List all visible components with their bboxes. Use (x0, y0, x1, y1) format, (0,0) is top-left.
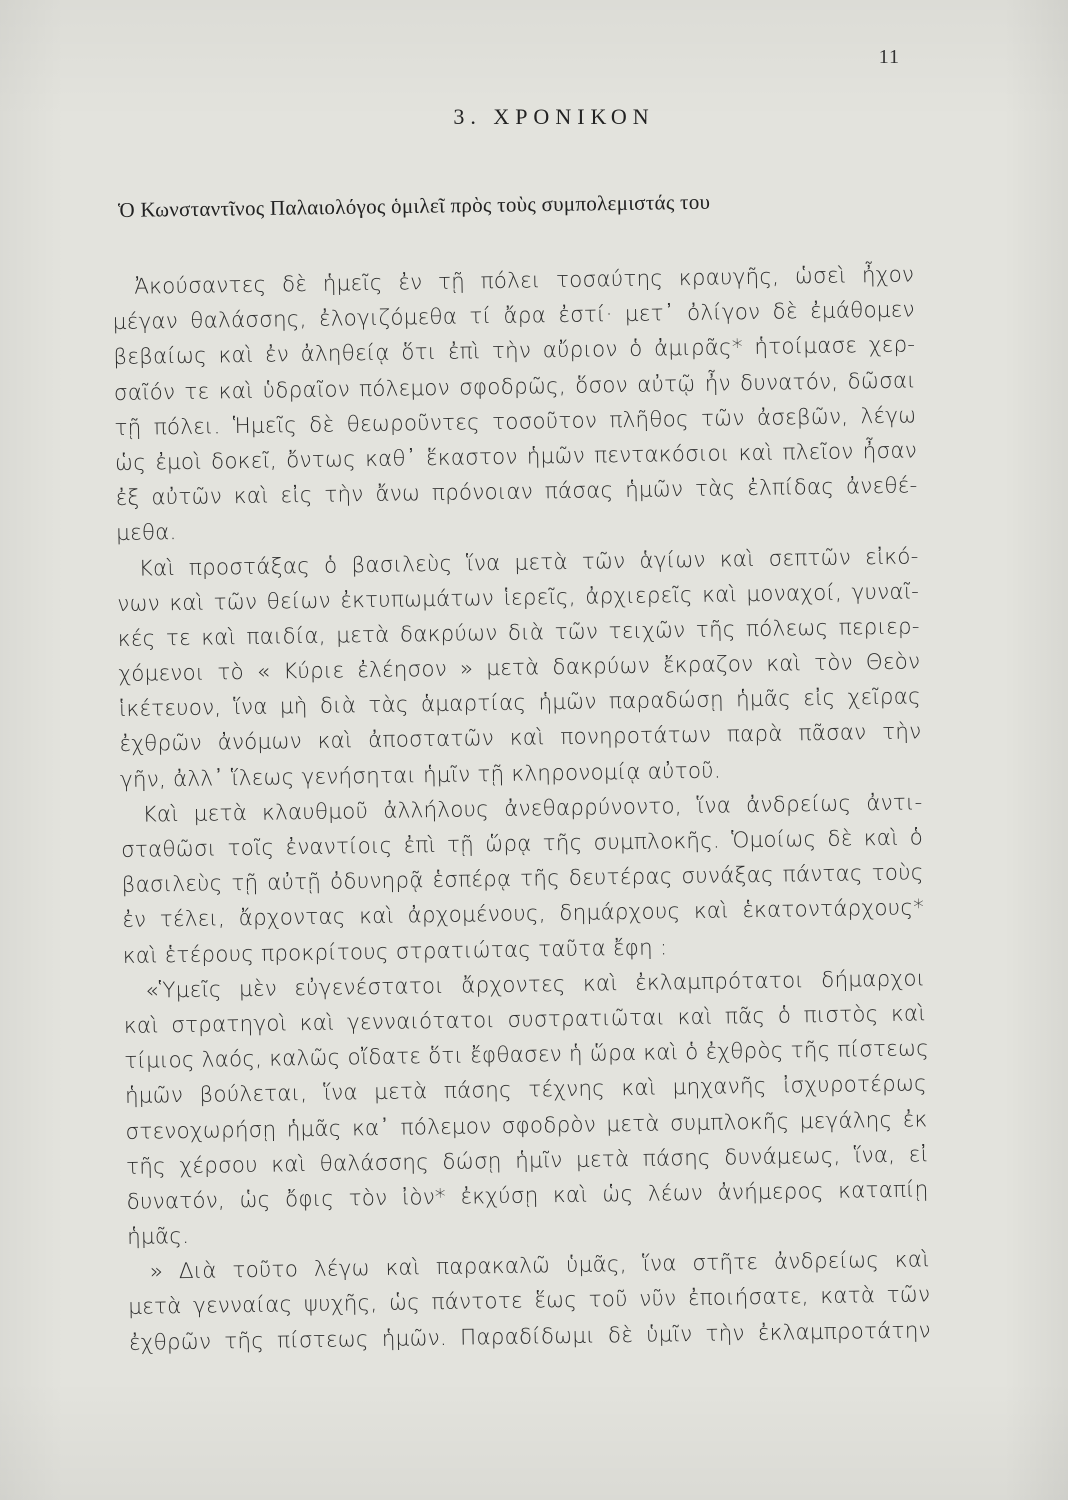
chapter-heading: 3. ΧΡΟΝΙΚΟΝ (453, 104, 655, 129)
text-line: ἡμᾶς. (127, 1223, 190, 1250)
text-line: βασιλεὺς τῇ αὐτῇ ὀδυνηρᾷ ἑσπέρᾳ τῆς δευτέρας συνάξας πάντας τοὺς (121, 860, 924, 899)
text-line: γῆν, ἀλλ᾽ ἵλεως γενήσηται ἡμῖν τῇ κληρονομίᾳ αὐτοῦ. (119, 758, 722, 793)
text-line: ἡμῶν βούλεται, ἵνα μετὰ πάσης τέχνης καὶ μηχανῆς ἰσχυροτέρως (124, 1071, 928, 1110)
text-line: καὶ ἑτέρους προκρίτους στρατιώτας ταῦτα ἔφη : (122, 934, 668, 969)
text-line: Καὶ προστάξας ὁ βασιλεὺς ἵνα μετὰ τῶν ἁγίων καὶ σεπτῶν εἰκό- (138, 543, 919, 582)
text-line: καὶ στρατηγοὶ καὶ γενναιότατοι συστρατιῶται καὶ πᾶς ὁ πιστὸς καὶ (123, 1001, 926, 1039)
section-title: Ὁ Κωνσταντῖνος Παλαιολόγος ὁμιλεῖ πρὸς τοὺς συμπολεμιστάς του (117, 189, 711, 222)
text-line: νων καὶ τῶν θείων ἐκτυπωμάτων ἱερεῖς, ἀρχιερεῖς καὶ μοναχοί, γυναῖ- (117, 579, 920, 617)
text-line: » Διὰ τοῦτο λέγω καὶ παρακαλῶ ὑμᾶς, ἵνα στῆτε ἀνδρείως καὶ (149, 1247, 930, 1285)
text-line: «Ὑμεῖς μὲν εὐγενέστατοι ἄρχοντες καὶ ἐκλαμπρότατοι δήμαρχοι (145, 966, 926, 1004)
body-text (112, 257, 931, 1360)
text-line: μέγαν θαλάσσης, ἐλογιζόμεθα τί ἄρα ἐστί· μετ᾽ ὀλίγον δὲ ἐμάθομεν (112, 297, 915, 336)
text-line: χόμενοι τὸ « Κύριε ἐλέησον » μετὰ δακρύων ἔκραζον καὶ τὸν Θεὸν (118, 649, 921, 688)
page-number: 11 (878, 46, 900, 68)
text-line: τῆς χέρσου καὶ θαλάσσης δώσῃ ἡμῖν μετὰ πάσης δυνάμεως, ἵνα, εἰ (125, 1141, 929, 1180)
text-line: κές τε καὶ παιδία, μετὰ δακρύων διὰ τῶν τειχῶν τῆς πόλεως περιερ- (117, 614, 920, 652)
text-line: ὡς ἐμοὶ δοκεῖ, ὄντως καθ᾽ ἕκαστον ἡμῶν πεντακόσιοι καὶ πλεῖον ἦσαν (114, 438, 918, 476)
text-line: δυνατόν, ὡς ὄφις τὸν ἰὸν* ἐκχύσῃ καὶ ὡς λέων ἀνήμερος καταπίῃ (126, 1177, 929, 1215)
text-line: στενοχωρήσῃ ἡμᾶς κα᾽ πόλεμον σφοδρὸν μετὰ συμπλοκῆς μεγάλης ἐκ (125, 1106, 928, 1145)
text-line: μετὰ γενναίας ψυχῆς, ὡς πάντοτε ἕως τοῦ νῦν ἐποιήσατε, κατὰ τῶν (128, 1282, 931, 1321)
text-line: ἐχθρῶν ἀνόμων καὶ ἀποστατῶν καὶ πονηροτάτων παρὰ πᾶσαν τὴν (119, 719, 922, 758)
text-line: Ἀκούσαντες δὲ ἡμεῖς ἐν τῇ πόλει τοσαύτης κραυγῆς, ὡσεὶ ἦχον (134, 262, 915, 300)
text-line: ἱκέτευον, ἵνα μὴ διὰ τὰς ἁμαρτίας ἡμῶν παραδώσῃ ἡμᾶς εἰς χεῖρας (118, 684, 922, 723)
text-line: σταθῶσι τοῖς ἐναντίοις ἐπὶ τῇ ὥρᾳ τῆς συμπλοκῆς. Ὁμοίως δὲ καὶ ὁ (120, 825, 924, 863)
text-line: μεθα. (115, 520, 177, 547)
text-line: βεβαίως καὶ ἐν ἀληθείᾳ ὅτι ἐπὶ τὴν αὔριον ὁ ἀμιρᾶς* ἡτοίμασε χερ- (113, 332, 916, 371)
text-line: ἐξ αὐτῶν καὶ εἰς τὴν ἄνω πρόνοιαν πάσας ἡμῶν τὰς ἐλπίδας ἀνεθέ- (115, 473, 918, 512)
text-line: τίμιος λαός, καλῶς οἴδατε ὅτι ἔφθασεν ἡ ὥρα καὶ ὁ ἐχθρὸς τῆς πίστεως (124, 1036, 930, 1075)
text-line: Καὶ μετὰ κλαυθμοῦ ἀλλήλους ἀνεθαρρύνοντο, ἵνα ἀνδρείως ἀντι- (142, 790, 923, 828)
text-line: τῇ πόλει. Ἡμεῖς δὲ θεωροῦντες τοσοῦτον πλῆθος τῶν ἀσεβῶν, λέγω (114, 403, 917, 441)
text-line: σαῖόν τε καὶ ὑδραῖον πόλεμον σφοδρῶς, ὅσον αὐτῷ ἦν δυνατόν, δῶσαι (113, 367, 917, 406)
text-line: ἐχθρῶν τῆς πίστεως ἡμῶν. Παραδίδωμι δὲ ὑμῖν τὴν ἐκλαμπροτάτην (128, 1317, 931, 1356)
text-line: ἐν τέλει, ἄρχοντας καὶ ἀρχομένους, δημάρχους καὶ ἑκατοντάρχους* (122, 895, 925, 934)
